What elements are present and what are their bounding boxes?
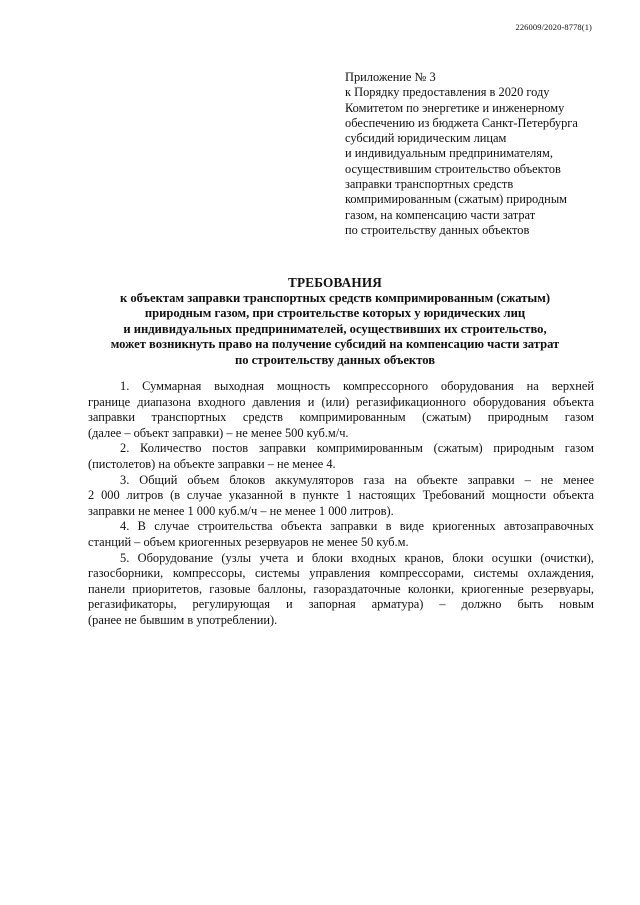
appendix-line: по строительству данных объектов [345,222,530,237]
appendix-line: и индивидуальным предпринимателям, [345,146,553,161]
title-line: по строительству данных объектов [234,352,435,367]
title-line: и индивидуальных предпринимателей, осуществивших их строительство, [123,321,547,336]
text-line: газосборники, компрессоры, системы управления компрессорами, системы охлаждения, [88,566,594,581]
requirement-item-5 [88,551,594,629]
text-line: 5. Оборудование (узлы учета и блоки входных кранов, блоки осушки (очистки), [120,550,594,565]
requirement-item-2 [88,441,594,472]
text-line: (ранее не бывшим в употреблении). [88,612,278,627]
text-line: 2. Количество постов заправки компримированным (сжатым) природным газом [120,441,594,456]
appendix-line: заправки транспортных средств [345,177,514,192]
title-line: может возникнуть право на получение субсидий на компенсацию части затрат [110,337,560,352]
text-line: 4. В случае строительства объекта заправки в виде криогенных автозаправочных [120,519,594,534]
text-line: регазификаторы, регулирующая и запорная арматура) – должно быть новым [88,597,594,612]
appendix-line: компримированным (сжатым) природным [345,192,567,207]
title-line: природным газом, при строительстве которых у юридических лиц [144,306,526,321]
requirements-list [88,379,594,629]
appendix-line: Приложение № 3 [345,70,436,84]
document-title [70,275,600,369]
text-line: заправки не менее 1 000 куб.м/ч – не менее 1 000 литров). [88,503,394,518]
requirement-item-4 [88,519,594,550]
text-line: (пистолетов) на объекте заправки – не менее 4. [88,456,336,471]
text-line: 3. Общий объем блоков аккумуляторов газа на объекте заправки – не менее [120,472,594,487]
appendix-header [345,70,615,238]
text-line: панели приоритетов, газовые баллоны, газораздаточные колонки, криогенные резервуары, [88,581,594,596]
appendix-line: к Порядку предоставления в 2020 году [345,85,550,100]
text-line: 2 000 литров (в случае указанной в пункте 1 настоящих Требований мощности объекта [88,488,594,503]
appendix-line: обеспечению из бюджета Санкт-Петербурга [345,115,578,130]
text-line: границе диапазона входного давления и (или) регазификационного оборудования объекта [88,394,594,409]
document-registration-number: 226009/2020-8778(1) [515,22,592,32]
appendix-line: газом, на компенсацию части затрат [345,207,536,222]
text-line: 1. Суммарная выходная мощность компрессорного оборудования на верхней [120,379,594,393]
text-line: заправки транспортных средств компримированным (сжатым) природным газом [88,410,594,425]
title-main: ТРЕБОВАНИЯ [287,275,383,290]
appendix-line: Комитетом по энергетике и инженерному [345,100,565,115]
requirement-item-3 [88,473,594,520]
text-line: станций – объем криогенных резервуаров не менее 50 куб.м. [88,534,409,549]
requirement-item-1 [88,379,594,441]
text-line: (далее – объект заправки) – не менее 500 куб.м/ч. [88,425,349,440]
appendix-line: осуществившим строительство объектов [345,161,561,176]
appendix-line: субсидий юридическим лицам [345,131,507,146]
title-line: к объектам заправки транспортных средств компримированным (сжатым) [119,290,551,305]
